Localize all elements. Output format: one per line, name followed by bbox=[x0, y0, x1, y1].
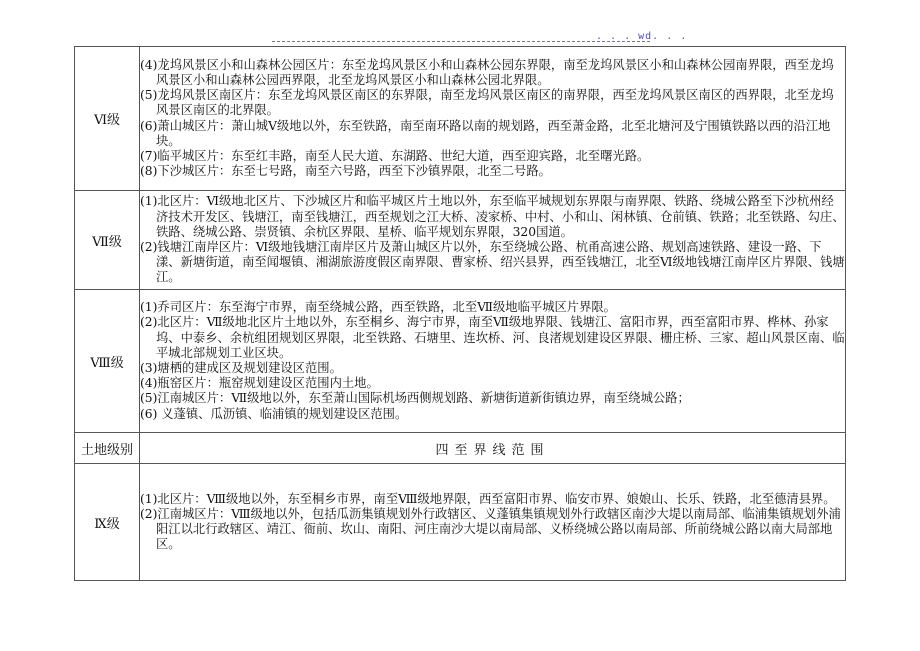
table-row bbox=[75, 464, 846, 581]
table-row bbox=[75, 191, 846, 290]
list-item: (3)塘栖的建成区及规划建设区范围。 bbox=[140, 361, 342, 375]
grade-cell: Ⅷ级 bbox=[75, 290, 140, 433]
boundary-cell bbox=[140, 47, 846, 191]
table-row bbox=[75, 47, 846, 191]
column-header-grade: 土地级别 bbox=[75, 433, 140, 464]
header-rule bbox=[272, 41, 650, 42]
list-item: (5)龙坞风景区南区片：东至龙坞风景区南区的东界限，南至龙坞风景区南区的南界限，西至龙坞风景区南区的西界限，北至龙坞风景区南区的北界限。 bbox=[140, 88, 834, 118]
grade-cell: Ⅵ级 bbox=[75, 47, 140, 191]
list-item: (1)北区片：Ⅷ级地以外，东至桐乡市界，南至Ⅷ级地界限，西至富阳市界、临安市界、娘娘山、长乐、铁路，北至德清县界。 bbox=[140, 491, 836, 506]
grade-cell: Ⅸ级 bbox=[75, 464, 140, 581]
list-item: (6)萧山城区片：萧山城Ⅴ级地以外，东至铁路，南至南环路以南的规划路，西至萧金路，北至北塘河及宁围镇铁路以西的沿江地块。 bbox=[140, 118, 831, 148]
list-item: (1)北区片：Ⅵ级地北区片、下沙城区片和临平城区片土地以外，东至临平城规划东界限与南界限、铁路、绕城公路至下沙杭州经济技术开发区、钱塘江，南至钱塘江，西至规划之江大桥、凌家桥、中村、小和山、闲林镇、仓前镇、铁路；北至铁路、勾庄、铁路、绕城公路、崇贤镇、余杭区界限、星桥、临平规划东界限，320国道。 bbox=[140, 194, 845, 239]
list-item: (4)龙坞风景区小和山森林公园区片：东至龙坞风景区小和山森林公园东界限，南至龙坞风景区小和山森林公园南界限，西至龙坞风景区小和山森林公园西界限，北至龙坞风景区小和山森林公园北界限。 bbox=[140, 57, 834, 87]
list-item: (2)钱塘江南岸区片：Ⅵ级地钱塘江南岸区片及萧山城区片以外，东至绕城公路、杭甬高速公路、规划高速铁路、建设一路、下漾、新塘街道，南至闻堰镇、湘湖旅游度假区南界限、曹家桥、绍兴县界，西至钱塘江，北至Ⅵ级地钱塘江南岸区片界限、钱塘江。 bbox=[140, 240, 845, 285]
header-watermark: . . . wd. . . bbox=[596, 31, 688, 42]
list-item: (4)瓶窑区片：瓶窑规划建设区范围内土地。 bbox=[140, 376, 379, 391]
list-item: (2)北区片：Ⅶ级地北区片土地以外，东至桐乡、海宁市界，南至Ⅶ级地界限、钱塘江、富阳市界，西至富阳市界、桦林、孙家坞、中泰乡、余杭组团规划区界限，北至铁路、石塘里、连坎桥、河、良渚规划建设区界限、栅庄桥、三家、超山风景区南、临平城北部规划工业区块。 bbox=[140, 315, 845, 360]
boundary-cell bbox=[140, 191, 846, 290]
list-item: (5)江南城区片：Ⅶ级地以外，东至萧山国际机场西侧规划路、新塘街道新街镇边界，南至绕城公路； bbox=[140, 391, 690, 406]
list-item: (1)乔司区片：东至海宁市界，南至绕城公路，西至铁路，北至Ⅶ级地临平城区片界限。 bbox=[140, 300, 616, 315]
table-row bbox=[75, 290, 846, 433]
list-item: (2)江南城区片：Ⅷ级地以外，包括瓜沥集镇规划外行政辖区、义蓬镇集镇规划外行政辖区南沙大堤以南局部、临浦集镇规划外浦阳江以北行政辖区、靖江、衙前、坎山、南阳、河庄南沙大堤以南局部、义桥绕城公路以南局部、所前绕城公路以南大局部地区。 bbox=[140, 506, 841, 552]
boundary-cell bbox=[140, 290, 846, 433]
list-item: (8)下沙城区片：东至七号路，南至六号路，西至下沙镇界限，北至二号路。 bbox=[140, 164, 551, 179]
column-header-boundary: 四至界线范围 bbox=[140, 433, 846, 464]
grade-cell: Ⅶ级 bbox=[75, 191, 140, 290]
boundary-cell bbox=[140, 464, 846, 581]
list-item: (6) 义蓬镇、瓜沥镇、临浦镇的规划建设区范围。 bbox=[140, 406, 408, 421]
land-grade-table bbox=[74, 46, 846, 581]
table-header-row bbox=[75, 433, 846, 464]
list-item: (7)临平城区片：东至红丰路，南至人民大道、东湖路、世纪大道，西至迎宾路，北至曙光路。 bbox=[140, 148, 650, 163]
